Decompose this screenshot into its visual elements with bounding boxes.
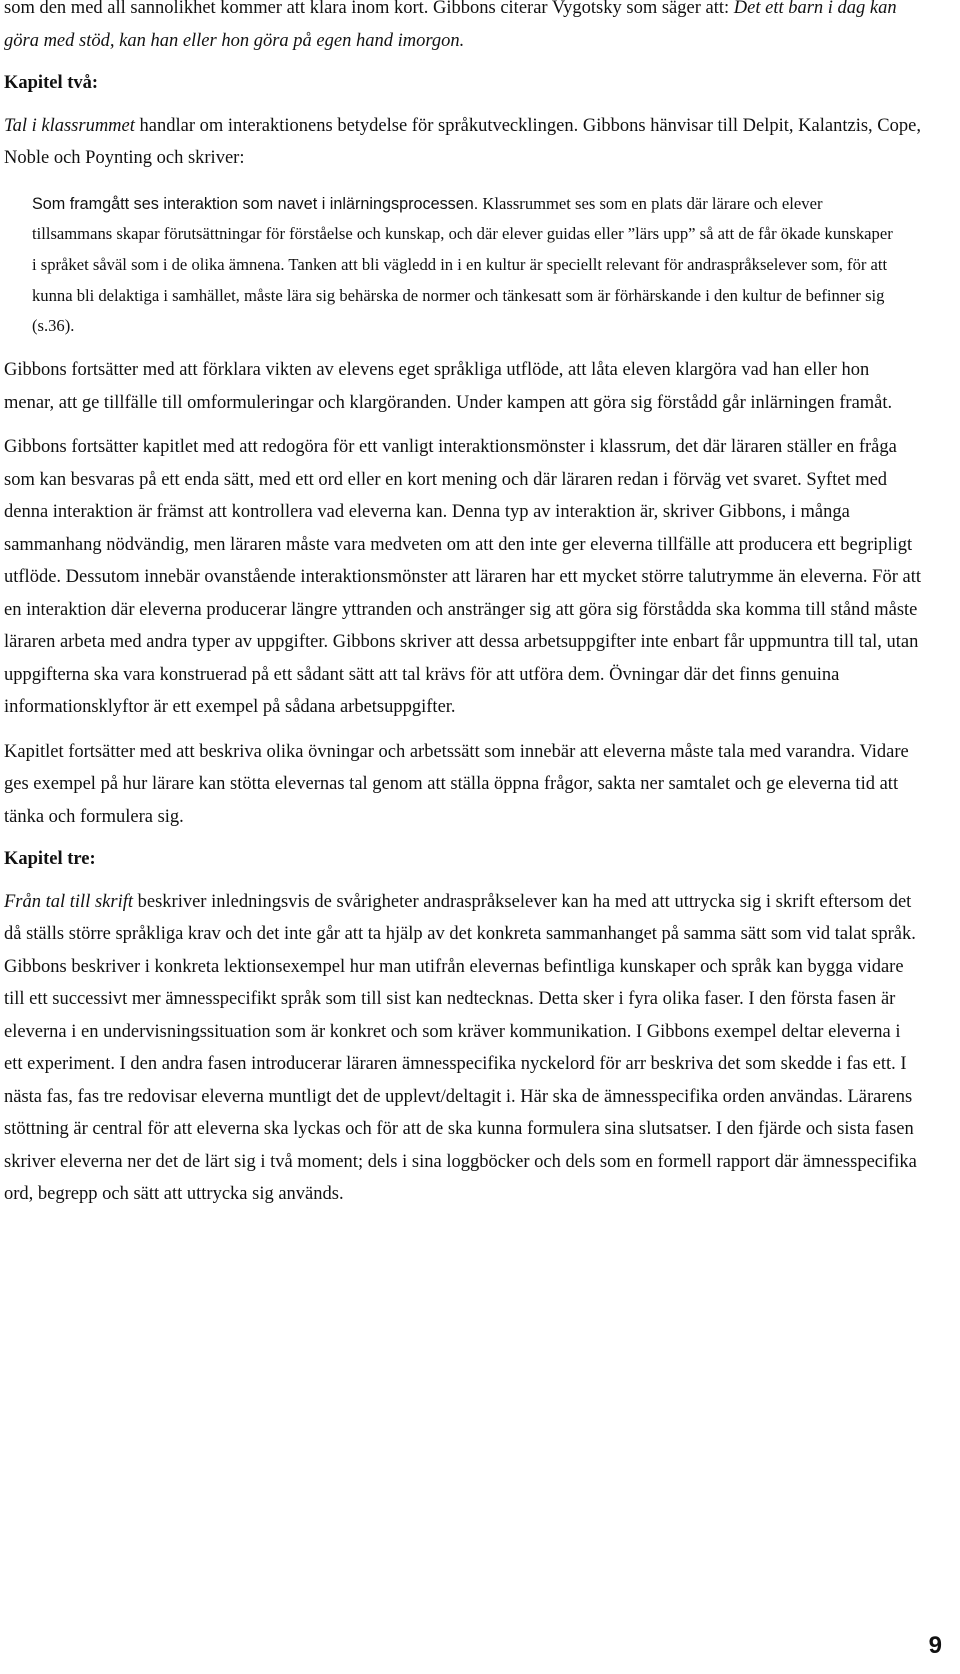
paragraph-utflode: Gibbons fortsätter med att förklara vikten av elevens eget språkliga utflöde, att låta eleven klargöra vad han eller hon menar, att ge tillfälle till omformuleringar och klargöranden. Under kampen att göra sig förstådd går inlärningen framåt.	[4, 360, 893, 413]
page-number: 9	[928, 1632, 942, 1659]
heading-kapitel-tva: Kapitel två:	[4, 73, 99, 93]
italic-quote: Det ett barn i dag kan göra med stöd, kan han eller hon göra på egen hand imorgon.	[4, 0, 897, 51]
paragraph-tal-i-klassrummet	[4, 110, 922, 175]
paragraph-text: som den med all sannolikhet kommer att klara inom kort. Gibbons citerar Vygotsky som säger att:	[4, 0, 734, 18]
quote-text-serif: Klassrummet ses som en plats där lärare och elever tillsammans skapar förutsättningar för förståelse och kunskap, och där elever guidas eller ”lärs upp” så att de får ökade kunskaper i språket såväl som i de olika ämnena. Tanken att bli vägledd in i en kultur är speciellt relevant för andraspråkselever som, för att kunna bli delaktiga i samhället, måste lära sig behärska de normer och tänkesatt som är förhärskande i den kultur de befinner sig (s.36).	[32, 193, 893, 336]
paragraph-text: beskriver inledningsvis de svårigheter andraspråkselever kan ha med att uttrycka sig i skrift eftersom det då ställs större språkliga krav och det inte går att ta hjälp av det konkreta sammanhanget på samma sätt som vid talat språk. Gibbons beskriver i konkreta lektionsexempel hur man utifrån elevernas befintliga kunskaper och språk kan bygga vidare till ett successivt mer ämnesspecifikt språk som till sist kan nedtecknas. Detta sker i fyra olika faser. I den första fasen är eleverna i en undervisningssituation som är konkret och som kräver kommunikation. I Gibbons exempel deltar eleverna i ett experiment. I den andra fasen introducerar läraren ämnesspecifika nyckelord för arr beskriva det som skedde i fas ett. I nästa fas, fas tre redovisar eleverna muntligt det de upplevt/deltagit i. Här ska de ämnesspecifika orden användas. Lärarens stöttning är central för att eleverna ska lyckas och för att de ska kunna formulera sina slutsatser. I den fjärde och sista fasen skriver eleverna ner det de lärt sig i två moment; dels i sina loggböcker och dels som en formell rapport där ämnesspecifika ord, begrepp och sätt att uttrycka sig används.	[4, 891, 917, 1205]
document-page	[4, 0, 922, 1211]
paragraph-vygotsky-quote	[4, 0, 922, 57]
book-chapter-title: Tal i klassrummet	[4, 115, 135, 136]
block-quote	[32, 189, 898, 343]
paragraph-ovningar: Kapitlet fortsätter med att beskriva olika övningar och arbetssätt som innebär att eleverna måste tala med varandra. Vidare ges exempel på hur lärare kan stötta elevernas tal genom att ställa öppna frågor, sakta ner samtalet och ge eleverna tid att tänka och formulera sig.	[4, 741, 909, 827]
paragraph-interaktionsmonster: Gibbons fortsätter kapitlet med att redogöra för ett vanligt interaktionsmönster i klassrum, det där läraren ställer en fråga som kan besvaras på ett enda sätt, med ett ord eller en kort mening och där läraren redan i förväg vet svaret. Syftet med denna interaktion är främst att kontrollera vad eleverna kan. Denna typ av interaktion är, skriver Gibbons, i många sammanhang nödvändig, men läraren måste vara medveten om att den inte ger eleverna tillfälle att producera ett begripligt utflöde. Dessutom innebär ovanstående interaktionsmönster att läraren har ett mycket större talutrymme än eleverna. För att en interaktion där eleverna producerar längre yttranden och anstränger sig att göra sig förstådda ska komma till stånd måste läraren arbeta med andra typer av uppgifter. Gibbons skriver att dessa arbetsuppgifter inte enbart får uppmuntra till tal, utan uppgifterna ska vara konstruerad på ett sådant sätt att tal krävs för att utföra dem. Övningar där det finns genuina informationsklyftor är ett exempel på sådana arbetsuppgifter.	[4, 437, 921, 718]
book-chapter-title: Från tal till skrift	[4, 891, 133, 912]
paragraph-text: handlar om interaktionens betydelse för språkutvecklingen. Gibbons hänvisar till Delpit, Kalantzis, Cope, Noble och Poynting och skriver:	[4, 115, 921, 168]
paragraph-fran-tal-till-skrift	[4, 886, 922, 1211]
quote-text-sans: Som framgått ses interaktion som navet i inlärningsprocessen.	[32, 194, 479, 213]
heading-kapitel-tre: Kapitel tre:	[4, 849, 96, 870]
